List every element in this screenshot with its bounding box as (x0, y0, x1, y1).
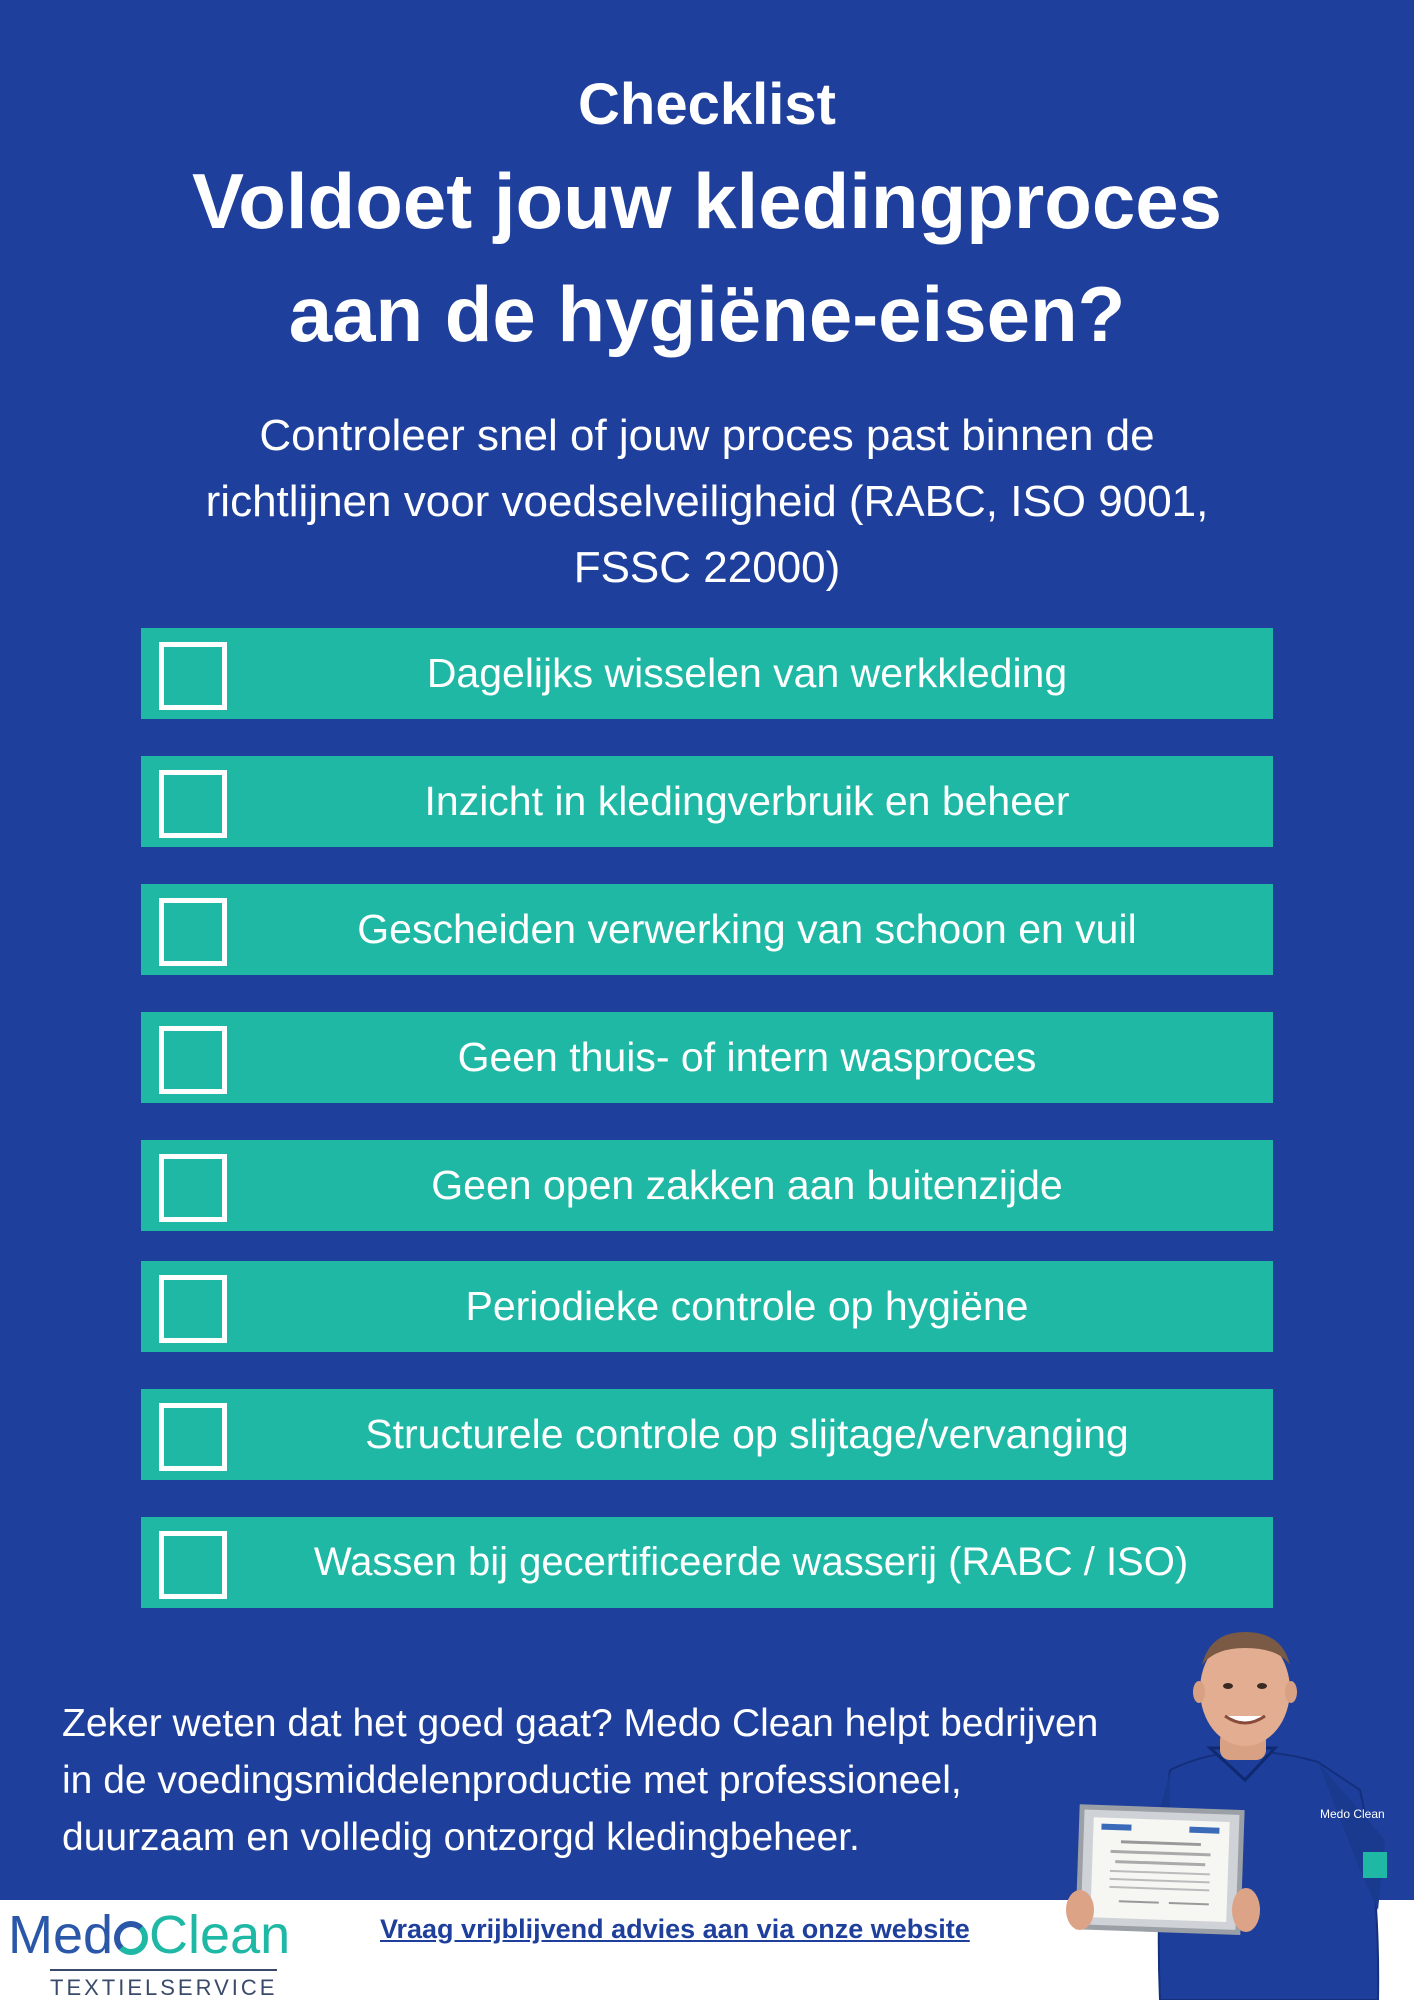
title-line-2: aan de hygiëne-eisen? (288, 270, 1126, 358)
checklist-item[interactable] (141, 1012, 1273, 1103)
page-title (0, 145, 1414, 371)
checkbox[interactable] (159, 1531, 227, 1599)
closing-line-3: duurzaam en volledig ontzorgd kledingbeheer. (62, 1816, 860, 1859)
logo-word-2: Clean (149, 1905, 291, 1965)
closing-line-2: in de voedingsmiddelenproductie met professioneel, (62, 1759, 962, 1802)
checklist-item-label: Geen thuis- of intern wasproces (457, 1034, 1037, 1080)
checklist-item[interactable] (141, 1140, 1273, 1231)
closing-paragraph (62, 1695, 1182, 1866)
subtitle-line-3: FSSC 22000) (573, 543, 841, 592)
checkbox[interactable] (159, 1026, 227, 1094)
logo-o-icon (114, 1921, 148, 1955)
kicker-heading: Checklist (578, 72, 836, 137)
checklist-item[interactable] (141, 1517, 1273, 1608)
checklist-item-label: Dagelijks wisselen van werkkleding (426, 650, 1068, 696)
medo-clean-logo[interactable] (8, 1905, 328, 2000)
subtitle-line-2: richtlijnen voor voedselveiligheid (RABC, ISO 9001, (205, 477, 1209, 526)
checklist-item-label: Wassen bij gecertificeerde wasserij (RABC / ISO) (313, 1540, 1189, 1584)
person-with-certificate-photo (1060, 1620, 1414, 2000)
logo-wordmark (8, 1905, 290, 1965)
subtitle-line-1: Controleer snel of jouw proces past binnen de (259, 411, 1155, 460)
checklist-item-label: Geen open zakken aan buitenzijde (431, 1162, 1063, 1208)
checklist-item-label: Periodieke controle op hygiëne (465, 1283, 1029, 1329)
checklist-item-label: Inzicht in kledingverbruik en beheer (424, 778, 1070, 824)
checkbox[interactable] (159, 642, 227, 710)
logo-word-1: Med (8, 1905, 114, 1965)
checklist-item-label: Structurele controle op slijtage/vervanging (365, 1411, 1129, 1457)
checklist-item[interactable] (141, 756, 1273, 847)
shirt-logo-text: Medo Clean (1320, 1807, 1385, 1821)
checkbox[interactable] (159, 1275, 227, 1343)
checklist-item-label: Gescheiden verwerking van schoon en vuil (357, 906, 1137, 952)
advice-link[interactable]: Vraag vrijblijvend advies aan via onze website (380, 1914, 970, 1944)
logo-tagline: TEXTIELSERVICE (50, 1969, 277, 2000)
checkbox[interactable] (159, 1403, 227, 1471)
closing-line-1: Zeker weten dat het goed gaat? Medo Clean helpt bedrijven (62, 1702, 1099, 1745)
checklist-item[interactable] (141, 628, 1273, 719)
title-line-1: Voldoet jouw kledingproces (192, 157, 1222, 245)
checklist-item[interactable] (141, 1389, 1273, 1480)
checkbox[interactable] (159, 770, 227, 838)
checklist-item[interactable] (141, 1261, 1273, 1352)
checkbox[interactable] (159, 898, 227, 966)
subtitle (130, 403, 1284, 601)
checkbox[interactable] (159, 1154, 227, 1222)
checklist-item[interactable] (141, 884, 1273, 975)
